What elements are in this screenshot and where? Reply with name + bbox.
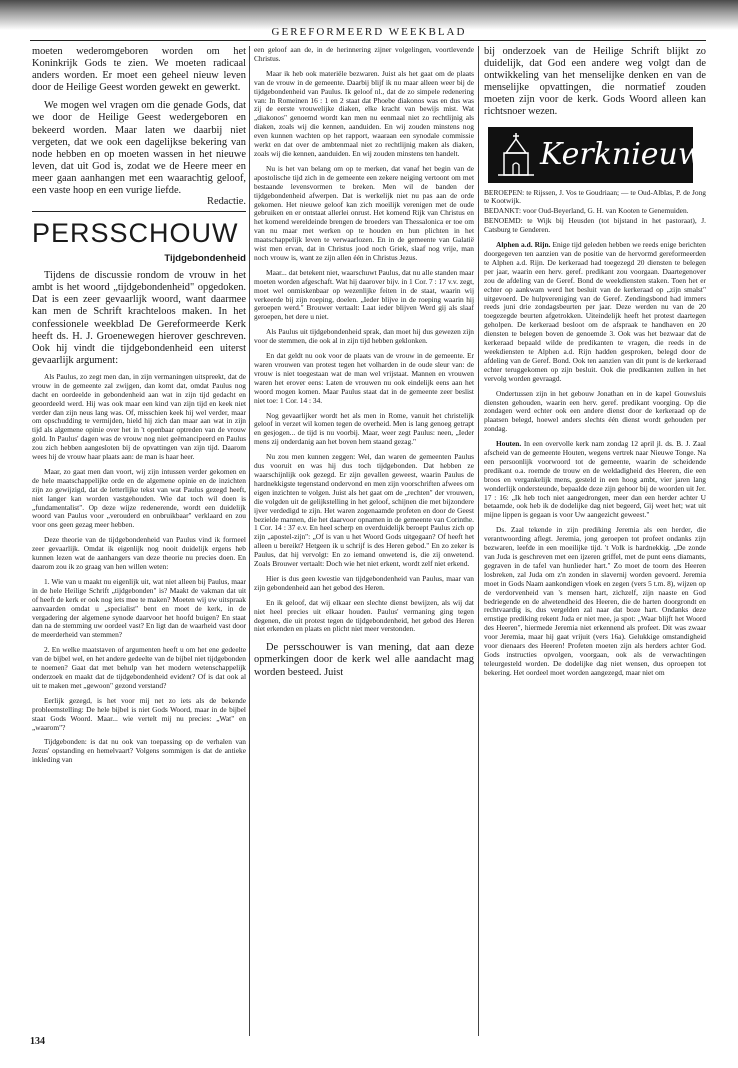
quote-paragraph: Nu is het van belang om op te merken, dat vanaf het begin van de apostolische tijd zich in de gemeente een zekere neiging vertoont om met bestaande levensvormen te breken. Men wil de banden der tijdgebondenheid afwerpen. Dat is werkelijk niet nu pas aan de orde gekomen. Het nieuwe geloof kan zich moeilijk verenigen met de oude gebruiken en er ontstaat allerlei onrust. Het komend Rijk van Christus en het komend wereldeinde brengen de broeders van Thessalonica er toe om van nu maar met werken op te houden en hun plichten in het maatschappelijk leven te verwaarlozen. En in de gemeente van Galatië wist men ervan, dat in Christus jood noch Griek, slaaf nog vrije, man noch vrouw is, want ze zijn allen één in Christus Jezus.: [254, 163, 474, 262]
quote-paragraph: Als Paulus uit tijdgebondenheid sprak, dan moet hij dus gewezen zijn voor de stemmen, die ook al in zijn tijd hebben geklonken.: [254, 327, 474, 346]
quote-paragraph: Nog gevaarlijker wordt het als men in Rome, vanuit het christelijk geloof in verzet wil komen tegen de overheid. Men is lang genoeg getrapt en gesjogen... de tijd is nu voorbij. Maar, weer zegt Paulus: neen, „Ieder mens zij onderdanig aan het boven hem staand gezag.": [254, 410, 474, 447]
news-text: Enige tijd geleden hebben we reeds enige berichten doorgegeven ten aanzien van de positie van de hervormd gereformeerden te Alphen a.d. Rijn. De kerkeraad had toegezegd 20 diensten te belegen per jaar, waarin een herv. geref. predikant zou voorgaan. Daartegenover zou de afdeling van de Geref. Bond de weekdiensten staken. Toen het er echter op aankwam werd het besluit van de kerkeraad op „zijn smalst" uitgevoerd. De hulpvereniging van de Geref. Zendingsbond had immers reeds juni drie zondagsbeurten per jaar. Deze werden nu van de 20 toegezegde beurten afgetrokken. Uiteindelijk heeft het protest daartegen geholpen. De kerkeraad besloot om de afspraak te handhaven en 20 diensten te belegen boven de genoemde 3. Ook was het bezwaar dat de kerkeraad bepaald wilde de predikanten te vragen, die reeds in de weekdiensten te Alphen a.d. Rijn hadden gesproken, belegd door de afdeling van de Geref. Bond. Ook ten aanzien van dit punt is de kerkeraad echter teruggekomen op zijn besluit. Ook die predikanten zullen in het vervolg worden gevraagd.: [484, 240, 706, 383]
quote-paragraph: En ik geloof, dat wij elkaar een slechte dienst bewijzen, als wij dat niet heel precies uit elkaar houden. Paulus' vermaning ging tegen degenen, die uit protest tegen de tijdgebondenheid, het gebod des Heren niet erkenden en plaats en plicht niet meer verstonden.: [254, 597, 474, 634]
quote-paragraph: Maar, zo gaat men dan voort, wij zijn intussen verder gekomen en de hele maatschappelijke orde en de algemene opinie en de inzichten zijn zo gewijzigd, dat de letterlijke tekst van wat Paulus gezegd heeft, niet langer kan worden vastgehouden. Wie dat toch wil doen is „fundamentalist". Op deze wijze redenerende, wordt een duidelijk woord van Paulus voor „verouderd en onbruikbaar" verklaard en zou voor ons geen gezag meer hebben.: [32, 466, 246, 530]
news-text: te Rijssen, J. Vos te Goudriaan; — te Oud-Alblas, P. de Jong te Kootwijk.: [484, 187, 706, 206]
news-text: In een overvolle kerk nam zondag 12 april jl. ds. B. J. Zaal afscheid van de gemeente Houten, wegens vertrek naar Nieuwe Tonge. Na een persoonlijk voorwoord tot de gemeente, waarin de scheidende predikant o.a. roemde de trouw en de weldadigheid des Heeren, die een broos en vergankelijk mens, gesteld in een hoog ambt, vier jaren lang wonderlijk ondersteunde, bepaalde deze zijn gehoor bij de woorden uit Jer. 17 : 16: „Ik heb toch niet aangedrongen, meer dan een herder achter U betaamde, ook heb ik de dodelijke dag niet begeerd, Gij weet het; wat uit mijne lippen is gegaan is voor Uw aangezicht geweest.": [484, 439, 706, 520]
quote-paragraph: Tijdgebonden: is dat nu ook van toepassing op de verhalen van Jezus' opstanding en hemelvaart? Volgens sommigen is dat de antieke inkleding van: [32, 737, 246, 765]
running-head: GEREFORMEERD WEEKBLAD: [271, 26, 467, 38]
news-item: [484, 207, 706, 216]
column-1: [32, 46, 246, 771]
quote-paragraph: Deze theorie van de tijdgebondenheid van Paulus vind ik formeel zeer gevaarlijk. Omdat ik eigenlijk nog nooit duidelijk ergens heb kunnen lezen wat de aanhangers van deze theorie nu precies doen. En daarom zou ik zo graag van hen willen weten:: [32, 535, 246, 571]
kerknieuws-banner: [488, 127, 719, 183]
header-rule: [30, 40, 706, 41]
quote-paragraph: Als Paulus, zo zegt men dan, in zijn vermaningen uitspreekt, dat de vrouw in de gemeente zal zwijgen, dan komt dat, omdat Paulus nog dacht en oordeelde in gebondenheid aan wat in zijn tijd gedacht en geoordeeld werd. Hij was ook maar een kind van zijn tijd en keek niet verder dan zijn neus lang was. Of, misschien keek hij wel verder, maar om opschudding te vermijden, hield hij zich dan maar aan wat in zijn tijd als algemene opinie over het in 't openbaar optreden van de vrouw gold. In Paulus' dagen was de vrouw nog niet geëmancipeerd en Paulus zou zich hebben aangesloten bij de opvattingen van zijn tijd. Daarom wees hij de vrouw haar plaats aan: de man is haar heer.: [32, 371, 246, 462]
page-body: [30, 45, 719, 1047]
quote-paragraph: 1. Wie van u maakt nu eigenlijk uit, wat niet alleen bij Paulus, maar in de hele Heilige Schrift „tijdgebonden" is? Maakt de vakman dat uit of heeft de kerk er ook nog iets mee te maken? Moeten wij uw uitspraak aanvaarden omdat u „specialist" bent en moet de kerk, in de vergadering der algemene synode daarvoor het hoofd buigen? En staat dan na de stemming uw oordeel vast? En ligt dan de waarheid vast door de meerderheid van stemmen?: [32, 576, 246, 640]
quote-paragraph: Maar ik heb ook materiële bezwaren. Juist als het gaat om de plaats van de vrouw in de gemeente. Daarbij blijf ik nu maar alleen weer bij de tijdgebondenheid van Paulus. Ik geloof nl., dat de zo simpele redenering van: In Romeinen 16 : 1 en 2 staat dat Phoebe diakonos was en dus was zij de eerste vrouwelijke diaken, elke kracht van bewijs mist. Wat „diakonos" genoemd wordt kan men nu eenmaal niet zo rechtlijnig als diaken, zoals wij die kennen, aanduiden. En wij zouden minstens nog even kunnen wachten op het rapport, waaraan een synodale commissie werkt en dat over de ambtenmaal niet zo rechtlijnig maken als diaken, zoals wij die kennen, aanduiden. En wij zouden minstens ten handelt.: [254, 68, 474, 158]
news-label: BEROEPEN:: [484, 187, 525, 197]
news-text: voor Oud-Beyerland, G. H. van Kooten te Genemuiden.: [522, 206, 689, 216]
quote-paragraph: Eerlijk gezegd, is het voor mij net zo iets als de bekende probleemstelling: De hele bijbel is niet Gods Woord, maar in de bijbel staat Gods Woord. Maar... wie vertelt mij nu precies: „Wat" en „waarom"?: [32, 695, 246, 732]
banner-title: Kerknieuws: [540, 136, 719, 172]
news-item: [484, 217, 706, 235]
news-label: BENOEMD:: [484, 216, 523, 226]
news-label: BEDANKT:: [484, 206, 521, 216]
quote-paragraph: een geloof aan de, in de herinnering zijner volgelingen, voortlevende Christus.: [254, 45, 474, 63]
closing-paragraph: De persschouwer is van mening, dat aan deze opmerkingen door de kerk wel alle aandacht mag worden besteed. Juist: [254, 642, 474, 678]
article-paragraph: We mogen wel vragen om die genade Gods, dat we door de Heilige Geest wedergeboren en bekeerd worden. Maar laten we daarbij niet vergeten, dat we ook een dagelijkse bekering van node hebben en op moeten wassen in het nieuwe leven, dat uit God is, zodat we de Heere meer en meer gaan aanhangen met een waarachtig geloof, een vaste hoop en een vurige liefde.: [32, 100, 246, 197]
church-icon: [494, 131, 538, 179]
page-number: 134: [30, 1036, 45, 1047]
news-paragraph: Ondertussen zijn in het gebouw Jonathan en in de kapel Gouwsluis diensten gehouden, waarin een herv. geref. predikant voorging. Op die zondagen werd echter ook een andere dienst door de kerkeraad op de plaatsen belegd, hoewel anders slechts één dienst wordt gehouden per zondag.: [484, 388, 706, 434]
quote-paragraph: Maar... dat betekent niet, waarschuwt Paulus, dat nu alle standen maar moeten worden afgeschaft. Wat hij daarover bijv. in 1 Cor. 7 : 17 v.v. zegt, moet wel onmiskenbaar op wezenlijke feiten in de staat, waarin wij verkeerde bij zijn roeping, doelen. „Ieder blijve in de roeping waarin hij geroepen werd." Brouwer vertaalt: Laat ieder blijven Werd gij als slaaf geroepen, het dere u niet.: [254, 267, 474, 322]
news-item: [484, 440, 706, 520]
column-2: [254, 46, 474, 685]
news-text: te Wijk bij Heusden (tot bijstand in het pastoraat), J. Catsburg te Genderen.: [484, 216, 706, 235]
quote-paragraph: En dat geldt nu ook voor de plaats van de vrouw in de gemeente. Er waren vrouwen van protest tegen het volharden in de oude sleur van: de vrouw is niet toegestaan wat de man wel vrijstaat. Mannen en vrouwen waren het erover eens: Laten de vrouwen nu ook eindelijk eens aan het woord mogen komen. Maar Paulus staat dat in de gemeente zeer beslist niet toe: 1 Cor. 14 : 34.: [254, 351, 474, 405]
column-3: [484, 46, 719, 684]
column-divider: [478, 46, 479, 1036]
section-subtitle: Tijdgebondenheid: [164, 253, 246, 265]
news-item: [484, 241, 706, 384]
section-title: PERSSCHOUW: [32, 211, 246, 249]
column-divider: [249, 46, 250, 1036]
intro-paragraph: Tijdens de discussie rondom de vrouw in het ambt is het woord „tijdgebondenheid" opgedoken. Dat is een zeer gevaarlijk woord, want daarmee kan men de Schrift krachteloos maken. In het confessionele weekblad De Gereformeerde Kerk heeft ds. H. J. Groenewegen hierover geschreven. Ook hij vindt die tijdgebondenheid een uiterst gevaarlijk argument:: [32, 270, 246, 366]
article-paragraph: moeten wederomgeboren worden om het Koninkrijk Gods te zien. We moeten radicaal anders worden. Er moet een geheel nieuw leven door de Heilige Geest worden gewekt en gewerkt.: [32, 46, 246, 94]
signature: Redactie.: [207, 196, 246, 208]
quote-paragraph: Nu zou men kunnen zeggen: Wel, dan waren de gemeenten Paulus dus vooruit en was hij dus toch tijdgebonden. Dat hebben ze waarschijnlijk ook gezegd. Er zijn gevallen geweest, waarin Paulus de hardnekkigste tegenstand ondervond en men zijn voorschriften afwees om eigen inzichten te volgen. Juist als het gaat om de „rechten" der vrouwen, die volgden uit de gelijkstelling in het geloof, schijnen die met bijzondere ijver verdedigd te zijn. Het waren zogenaamde profeten en door de Geest bezielde mannen, die het daarvoor opnamen in de gemeente van Corinthe. 1 Cor. 14 : 37 e.v. En heel scherp en overduidelijk beroept Paulus zich op zijn „apostel-zijn": „Of is van u het Woord Gods uitgegaan? Of heeft het alleen u bereikt? Hetgeen ik u schrijf is des Heren gebod." En zo zeker is Paulus, dat hij vervolgt: En zo iemand onwetend is, die zij onwetend. Zoals Brouwer vertaalt: Doch wie het niet erkent, wordt zelf niet erkend.: [254, 452, 474, 569]
quote-paragraph: 2. En welke maatstaven of argumenten heeft u om het ene gedeelte van de bijbel wel, en het andere gedeelte van de bijbel niet tijdgebonden te noemen? Gaat dat met behulp van het modern wetenschappelijk onderzoek en maakt dat de tijdgebondenheid evident? Of is dat ook al uit te maken met „gewoon" gezond verstand?: [32, 645, 246, 690]
news-paragraph: Ds. Zaal tekende in zijn prediking Jeremia als een herder, die verantwoording aflegt. Jeremia, jong geroepen tot profeet ondanks zijn bezwaren, leefde in een moeilijke tijd. 't Volk is hardnekkig. „De zonde van Juda is geschreven met een ijzeren griffel, met de punt eens diamants, gegraven in de tafel van hunlieder hart." Zo moet de toorn des Heeren losbreken, zal Juda om z'n zonden in slavernij worden gevoerd. Jeremia moet in Gods Naam aankondigen vloek en zegen (vers 5 t.m. 8), wijzen op de verdorvenheid van 's mensen hart, zichzelf, zijn naaste en God bedriegende en de alwetendheid des Heeren, die de harten doorgrondt en rechtvaardig is, dus vergelden zal naar dat boze hart. Ondanks deze ernstige prediking rekent Juda er niet mee, ja spot: „Waar blijft het Woord des Heeren", hiermede Jeremia niet erkennend als profeet. Dit was zwaar voor Jeremia, maar hij gaat vrijuit (vers 16a). Gelukkige omstandigheid voor dienaars des Heeren! Profeten moeten zijn als herders achter God. Gods instructies opvolgen, voorgaan, ook als de verwachtingen teleurgesteld worden. De dodelijke dag niet wensen, dus oproepen tot bekering. Het oordeel moet worden aangezegd, maar niet om: [484, 525, 706, 677]
news-place: Houten.: [496, 439, 522, 449]
news-place: Alphen a.d. Rijn.: [496, 240, 551, 250]
article-paragraph: bij onderzoek van de Heilige Schrift blijkt zo duidelijk, dat God een andere weg volgt dan de ontwikkeling van het menselijke denken en van de menselijke opvattingen, die normatief zouden moeten zijn voor de kerk. Gods Woord alleen kan richtsnoer wezen.: [484, 46, 706, 118]
news-item: [484, 189, 706, 207]
quote-paragraph: Hier is dus geen kwestie van tijdgebondenheid van Paulus, maar van zijn gebondenheid aan het gebod des Heren.: [254, 573, 474, 592]
